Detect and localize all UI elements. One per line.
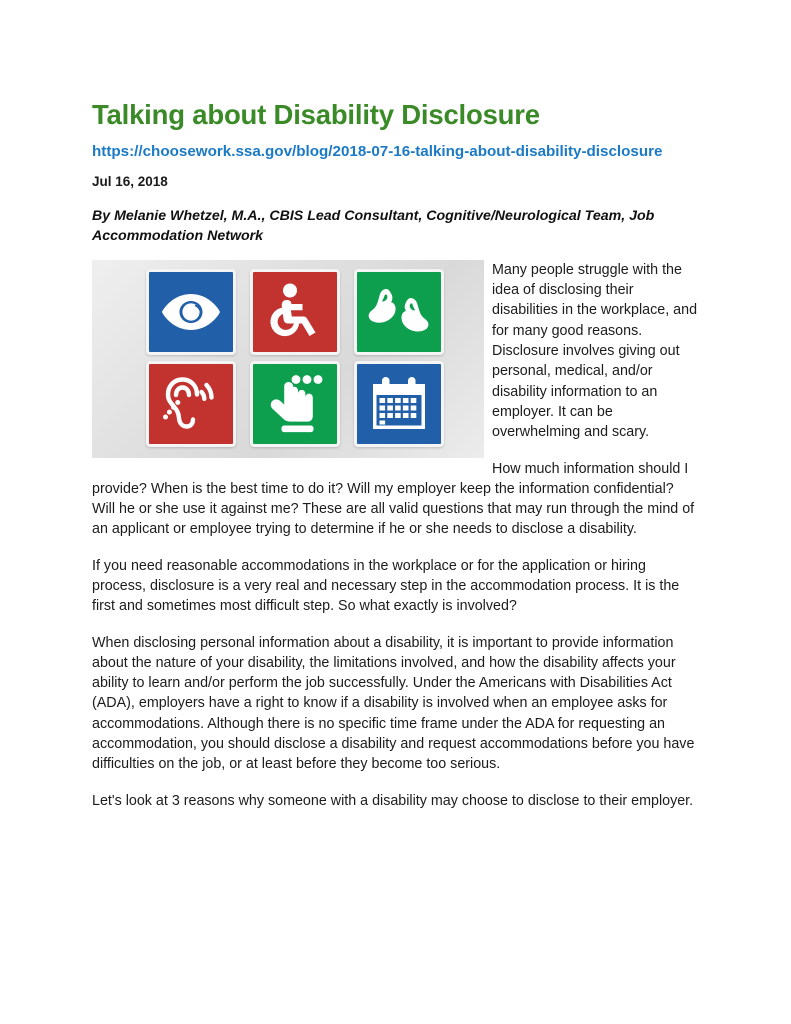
ear-hearing-icon [161, 375, 221, 433]
sign-language-icon [366, 286, 432, 338]
icon-grid [146, 269, 484, 449]
source-url-link[interactable]: https://choosework.ssa.gov/blog/2018-07-16-talking-about-disability-disclosure [92, 143, 663, 161]
page-title: Talking about Disability Disclosure [92, 99, 540, 130]
body-paragraph-5: Let's look at 3 reasons why someone with a disability may choose to disclose to their employer. [92, 792, 694, 809]
sign-language-icon-tile [354, 269, 444, 355]
accessibility-icons-figure [92, 260, 484, 458]
body-paragraph-2: How much information should I provide? When is the best time to do it? Will my employer keep the information confidential? Will he or she use it against me? These are all valid questions that may run through the mind of an applicant or employee trying to determine if he or she needs to disclose a disability. [92, 460, 695, 538]
author-byline: By Melanie Whetzel, M.A., CBIS Lead Consultant, Cognitive/Neurological Team, Job Accommodation Network [92, 208, 655, 244]
braille-hand-icon [266, 373, 324, 435]
wheelchair-icon-tile [250, 269, 340, 355]
wheelchair-icon [269, 283, 321, 341]
publish-date: Jul 16, 2018 [92, 173, 168, 189]
article-body [92, 260, 699, 811]
eye-icon-tile [146, 269, 236, 355]
body-paragraph-1: Many people struggle with the idea of disclosing their disabilities in the workplace, and for many good reasons. Disclosure involves giving out personal, medical, and/or disability information to an employer. It can be overwhelming and scary. [492, 261, 698, 441]
eye-icon [160, 291, 222, 333]
braille-hand-icon-tile [250, 361, 340, 447]
ear-hearing-icon-tile [146, 361, 236, 447]
calendar-icon-tile [354, 361, 444, 447]
document-content [92, 99, 699, 811]
calendar-icon [369, 375, 429, 433]
body-paragraph-3: If you need reasonable accommodations in the workplace or for the application or hiring process, disclosure is a very real and necessary step in the accommodation process. It is the first and sometimes most difficult step. So what exactly is involved? [92, 557, 680, 615]
body-paragraph-4: When disclosing personal information about a disability, it is important to provide information about the nature of your disability, the limitations involved, and how the disability affects your ability to learn and/or perform the job successfully. Under the Americans with Disabilities Act (ADA), employers have a right to know if a disability is involved when an employee asks for accommodations. Although there is no specific time frame under the ADA for requesting an accommodation, you should disclose a disability and request accommodations before you have difficulties on the job, or at least before they become too serious. [92, 634, 695, 773]
